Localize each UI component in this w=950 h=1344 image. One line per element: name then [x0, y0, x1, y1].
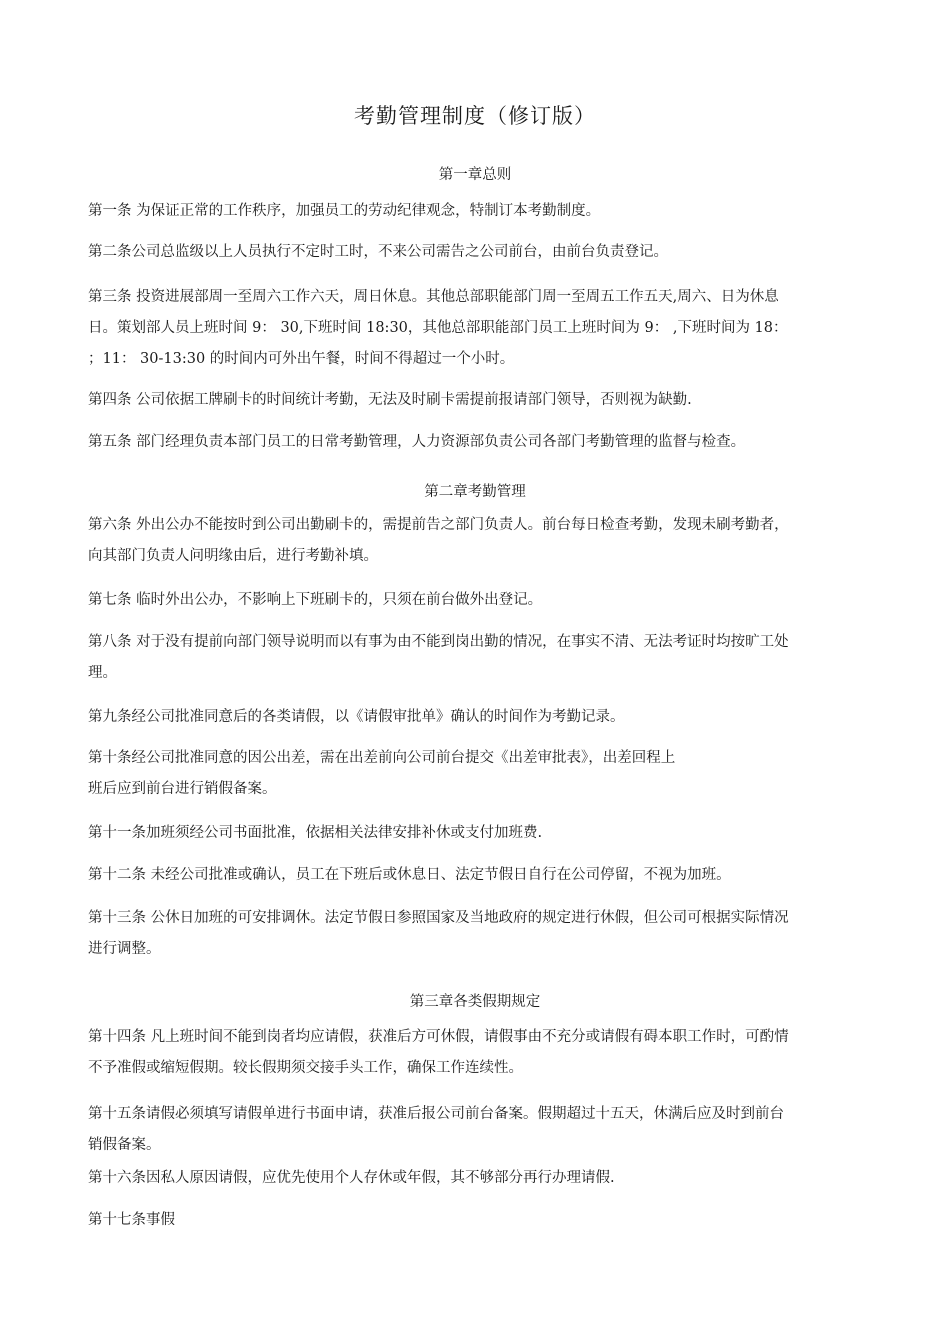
article-line: 理。: [88, 665, 117, 681]
article-line: ；11： 30-13:30 的时间内可外出午餐，时间不得超过一个小时。: [88, 351, 515, 367]
article-line: 销假备案。: [88, 1137, 161, 1153]
article-17: [88, 1205, 870, 1236]
article-line: 第五条 部门经理负责本部门员工的日常考勤管理，人力资源部负责公司各部门考勤管理的监督与检查。: [88, 434, 746, 450]
article-line: 第六条 外出公办不能按时到公司出勤刷卡的，需提前告之部门负责人。前台每日检查考勤，发现未刷考勤者，: [88, 517, 789, 533]
article-10: [88, 743, 870, 805]
chapter-heading-3: 第三章各类假期规定: [409, 994, 541, 1010]
article-line: 第十五条请假必须填写请假单进行书面申请，获准后报公司前台备案。假期超过十五天，休满后应及时到前台: [88, 1106, 784, 1122]
article-3: [88, 282, 870, 375]
article-line: 第二条公司总监级以上人员执行不定时工时，不来公司需告之公司前台，由前台负责登记。: [88, 244, 668, 260]
article-line: 第十二条 未经公司批准或确认，员工在下班后或休息日、法定节假日自行在公司停留，不视为加班。: [88, 867, 731, 883]
article-line: 第七条 临时外出公办，不影响上下班刷卡的，只须在前台做外出登记。: [88, 592, 543, 608]
article-line: 日。策划部人员上班时间 9： 30,下班时间 18:30，其他总部职能部门员工上班时间为 9： ,下班时间为 18：: [88, 320, 788, 336]
article-line: 向其部门负责人问明缘由后，进行考勤补填。: [88, 548, 378, 564]
article-line: 第一条 为保证正常的工作秩序，加强员工的劳动纪律观念，特制订本考勤制度。: [88, 203, 601, 219]
article-4: [88, 385, 870, 416]
article-15: [88, 1099, 870, 1161]
article-line: 第十六条因私人原因请假，应优先使用个人存休或年假，其不够部分再行办理请假.: [88, 1170, 615, 1186]
article-line: 进行调整。: [88, 941, 161, 957]
article-13: [88, 903, 870, 965]
article-line: 不予准假或缩短假期。较长假期须交接手头工作，确保工作连续性。: [88, 1060, 523, 1076]
article-5: [88, 427, 870, 458]
article-16: [88, 1163, 870, 1194]
article-line: 第十四条 凡上班时间不能到岗者均应请假，获准后方可休假，请假事由不充分或请假有碍本职工作时，可酌情: [88, 1029, 789, 1045]
article-line: 班后应到前台进行销假备案。: [88, 781, 277, 797]
article-line: 第十七条事假: [88, 1212, 175, 1228]
article-8: [88, 627, 870, 689]
article-line: 第八条 对于没有提前向部门领导说明而以有事为由不能到岗出勤的情况，在事实不清、无法考证时均按旷工处: [88, 634, 789, 650]
article-14: [88, 1022, 870, 1084]
chapter-heading-2: 第二章考勤管理: [424, 484, 526, 500]
article-line: 第三条 投资进展部周一至周六工作六天，周日休息。其他总部职能部门周一至周五工作五天,周六、日为休息: [88, 289, 779, 305]
article-line: 第十条经公司批准同意的因公出差，需在出差前向公司前台提交《出差审批表》，出差回程上: [88, 750, 676, 766]
article-line: 第四条 公司依据工牌刷卡的时间统计考勤，无法及时刷卡需提前报请部门领导，否则视为缺勤.: [88, 392, 692, 408]
article-6: [88, 510, 870, 572]
article-11: [88, 818, 870, 849]
article-7: [88, 585, 870, 616]
chapter-heading-1: 第一章总则: [438, 167, 512, 183]
article-line: 第九条经公司批准同意后的各类请假，以《请假审批单》确认的时间作为考勤记录。: [88, 709, 625, 725]
article-1: [88, 196, 870, 227]
article-9: [88, 702, 870, 733]
document-title: 考勤管理制度（修订版）: [354, 104, 596, 128]
article-line: 第十一条加班须经公司书面批准，依据相关法律安排补休或支付加班费.: [88, 825, 543, 841]
article-line: 第十三条 公休日加班的可安排调休。法定节假日参照国家及当地政府的规定进行休假，但公司可根据实际情况: [88, 910, 789, 926]
article-12: [88, 860, 870, 891]
article-2: [88, 237, 870, 268]
